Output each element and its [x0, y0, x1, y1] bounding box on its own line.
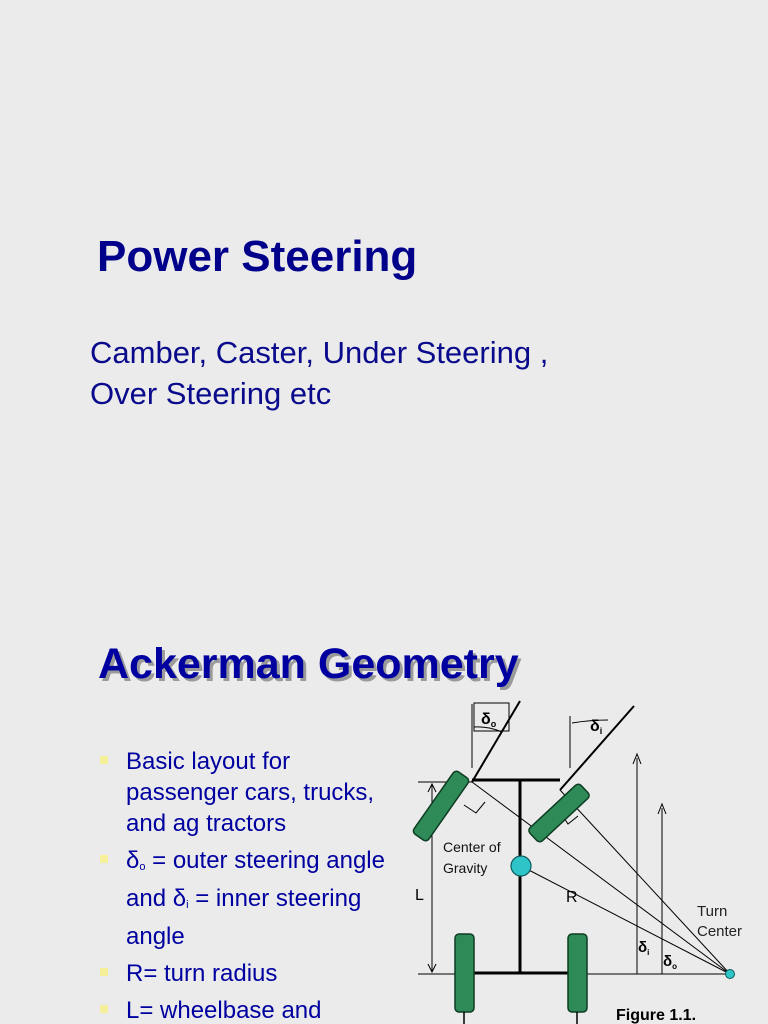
figure-caption: Figure 1.1. — [616, 1007, 697, 1024]
outer-wheel-direction — [472, 701, 520, 782]
bullet-square-icon — [100, 855, 108, 863]
front-outer-wheel — [412, 770, 470, 843]
label-turn-line-2: Center — [697, 923, 743, 940]
slide-title: Power Steering — [97, 232, 418, 281]
rear-outer-wheel — [455, 934, 474, 1012]
rear-inner-wheel — [568, 934, 587, 1012]
label-turn-line-1: Turn — [697, 903, 728, 920]
label-delta-o: δo — [481, 711, 497, 729]
bullet-item — [98, 746, 398, 839]
bullet-text: R= turn radius — [126, 960, 278, 987]
label-delta-i: δi — [590, 718, 603, 736]
center-of-gravity-marker — [511, 856, 531, 876]
bullet-item — [98, 845, 398, 952]
radius-line-cog — [521, 866, 730, 974]
bullet-square-icon — [100, 1005, 108, 1013]
turn-center-marker — [726, 970, 735, 979]
delta-symbol: δ — [126, 847, 140, 874]
subtitle-line-1: Camber, Caster, Under Steering , — [90, 335, 549, 370]
subscript-o: o — [139, 861, 146, 873]
subscript-i: i — [186, 899, 189, 911]
bullet-item — [98, 995, 398, 1024]
bullet-text-part: = inner steering angle — [126, 885, 362, 950]
slide-ackerman-geometry — [0, 580, 768, 1024]
label-cog-line-1: Center of — [443, 839, 501, 855]
radius-line-outer — [472, 782, 730, 974]
label-small-delta-o: $\delta_o$ — [663, 953, 677, 971]
bullet-text — [126, 847, 385, 950]
bullet-item — [98, 958, 398, 989]
bullet-text: L= wheelbase and — [126, 997, 322, 1024]
delta-symbol: δ — [172, 885, 187, 912]
label-cog-line-2: Gravity — [443, 860, 488, 876]
slide-title: Ackerman Geometry — [98, 640, 519, 688]
right-angle-marker-outer — [464, 802, 485, 813]
subtitle-line-2: Over Steering etc — [90, 376, 332, 411]
bullet-square-icon — [100, 968, 108, 976]
bullet-square-icon — [100, 756, 108, 764]
bullet-list — [98, 746, 398, 1024]
label-R: R — [566, 889, 578, 906]
label-L: L — [415, 887, 424, 904]
slide-subtitle — [90, 332, 690, 414]
label-small-delta-i: $\delta_i$ — [638, 939, 650, 957]
bullet-text-part: = outer steering angle and — [126, 847, 385, 912]
bullet-text: Basic layout for passenger cars, trucks, and ag tractors — [126, 748, 375, 837]
ackerman-diagram — [410, 698, 760, 1024]
